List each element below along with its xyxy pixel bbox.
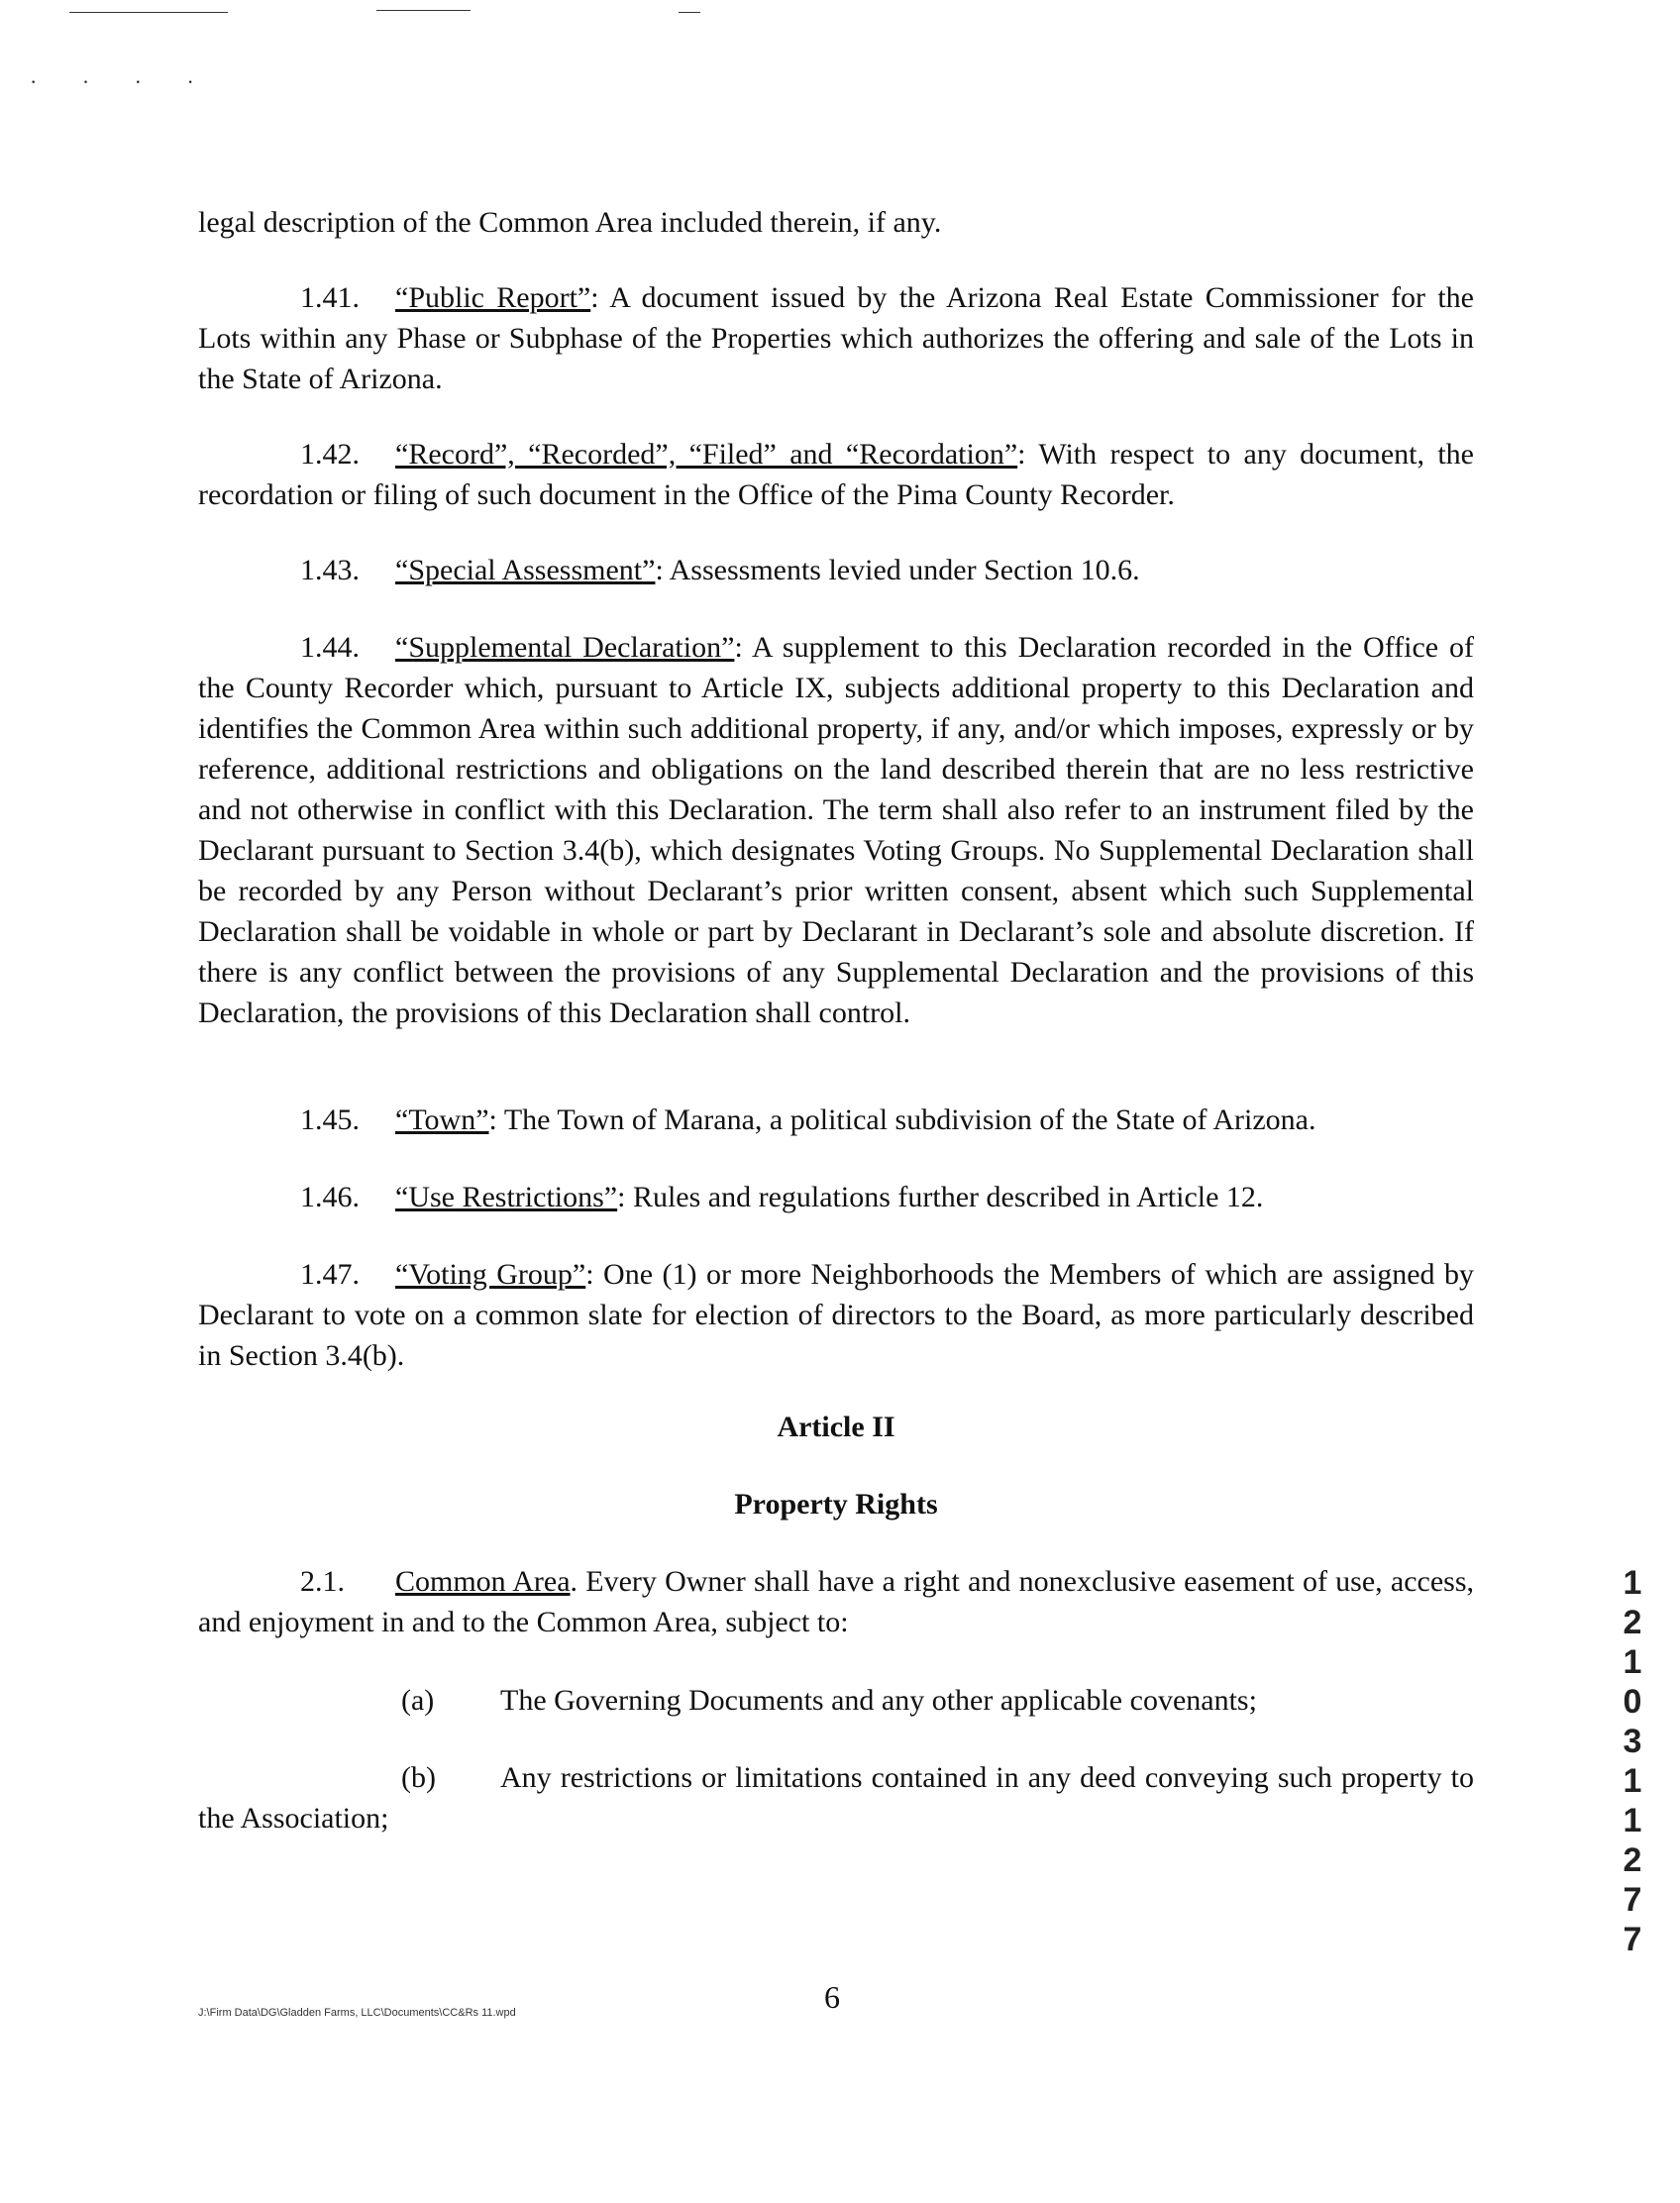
definition-1-46	[198, 1177, 1474, 1217]
subitem-text: Any restrictions or limitations contained in any deed conveying such property to the Association;	[198, 1761, 1474, 1835]
definition-text: : The Town of Marana, a political subdivision of the State of Arizona.	[488, 1103, 1316, 1136]
stamp-digit: 2	[1623, 1841, 1642, 1879]
stamp-digit: 1	[1623, 1643, 1642, 1681]
definition-1-42	[198, 434, 1474, 515]
definition-number: 1.45.	[300, 1103, 360, 1136]
definition-number: 1.46.	[300, 1181, 360, 1213]
definition-text: : A supplement to this Declaration recorded in the Office of the County Recorder which, pursuant to Article IX, subjects additional property to this Declaration and identifies the Common Area within such additional property, if any, and/or which imposes, expressly or by reference, additional restrictions and obligations on the land described therein that are no less restrictive and not otherwise in conflict with this Declaration. The term shall also refer to an instrument filed by the Declarant pursuant to Section 3.4(b), which designates Voting Groups. No Supplemental Declaration shall be recorded by any Person without Declarant’s prior written consent, absent which such Supplemental Declaration shall be voidable in whole or part by Declarant in Declarant’s sole and absolute discretion. If there is any conflict between the provisions of any Supplemental Declaration and the provisions of this Declaration, the provisions of this Declaration shall control.	[198, 631, 1475, 1029]
definition-text: : Rules and regulations further described in Article 12.	[617, 1181, 1264, 1213]
subitem-text: The Governing Documents and any other applicable covenants;	[500, 1684, 1257, 1717]
stamp-digit: 1	[1623, 1802, 1642, 1839]
definition-number: 1.43.	[300, 554, 360, 586]
scan-artifact-line	[679, 12, 700, 13]
definition-term: “Special Assessment”	[395, 554, 656, 586]
section-number: 2.1.	[300, 1565, 345, 1598]
definition-1-47	[198, 1254, 1474, 1376]
stamp-digit: 0	[1623, 1683, 1642, 1721]
definition-1-43	[198, 550, 1474, 590]
margin-recording-number-bottom	[1613, 1761, 1652, 1959]
definition-term: “Record”, “Recorded”, “Filed” and “Recordation”	[395, 438, 1018, 471]
page-number: 6	[824, 1979, 840, 2015]
definition-term: “Town”	[395, 1103, 489, 1136]
stamp-digit: 1	[1623, 1564, 1642, 1602]
continuation-text: legal description of the Common Area included therein, if any.	[198, 206, 942, 239]
section-2-1	[198, 1561, 1474, 1642]
stamp-digit: 2	[1623, 1604, 1642, 1641]
definition-1-44	[198, 627, 1474, 1033]
article-number: Article II	[777, 1411, 895, 1443]
definition-text: : Assessments levied under Section 10.6.	[655, 554, 1140, 586]
stamp-digit: 1	[1623, 1762, 1642, 1800]
section-text: . Every Owner shall have a right and nonexclusive easement of use, access, and enjoyment in and to the Common Area, subject to:	[198, 1565, 1474, 1638]
scan-artifact-line	[376, 10, 471, 11]
definition-text: : One (1) or more Neighborhoods the Members of which are assigned by Declarant to vote on a common slate for election of directors to the Board, as more particularly described in Section 3.4(b).	[198, 1258, 1474, 1372]
scan-artifact-specks: · · · ·	[30, 69, 214, 94]
stamp-digit: 7	[1623, 1921, 1642, 1958]
definition-term: “Supplemental Declaration”	[395, 631, 735, 664]
subitem-a	[198, 1680, 1474, 1721]
definition-term: “Public Report”	[395, 281, 591, 314]
definition-number: 1.44.	[300, 631, 360, 664]
article-title: Property Rights	[734, 1488, 938, 1521]
definition-term: “Use Restrictions”	[395, 1181, 618, 1213]
margin-recording-number-top	[1613, 1563, 1652, 1761]
definition-text: : With respect to any document, the recordation or filing of such document in the Office of the Pima County Recorder.	[198, 438, 1474, 511]
definition-number: 1.47.	[300, 1258, 360, 1291]
definition-number: 1.41.	[300, 281, 360, 314]
scan-artifact-line	[69, 12, 228, 13]
subitem-b	[198, 1757, 1474, 1838]
stamp-digit: 7	[1623, 1881, 1642, 1919]
subitem-letter: (a)	[401, 1684, 435, 1717]
subitem-letter: (b)	[401, 1761, 436, 1794]
definition-number: 1.42.	[300, 438, 360, 471]
section-term: Common Area	[395, 1565, 571, 1598]
definition-1-45	[198, 1100, 1474, 1140]
definition-1-41	[198, 277, 1474, 399]
definition-text: : A document issued by the Arizona Real Estate Commissioner for the Lots within any Phase or Subphase of the Properties which authorizes the offering and sale of the Lots in the State of Arizona.	[198, 281, 1474, 395]
footer-file-path: J:\Firm Data\DG\Gladden Farms, LLC\Documents\CC&Rs 11.wpd	[198, 2007, 516, 2019]
stamp-digit: 3	[1623, 1723, 1642, 1760]
definition-term: “Voting Group”	[395, 1258, 586, 1291]
